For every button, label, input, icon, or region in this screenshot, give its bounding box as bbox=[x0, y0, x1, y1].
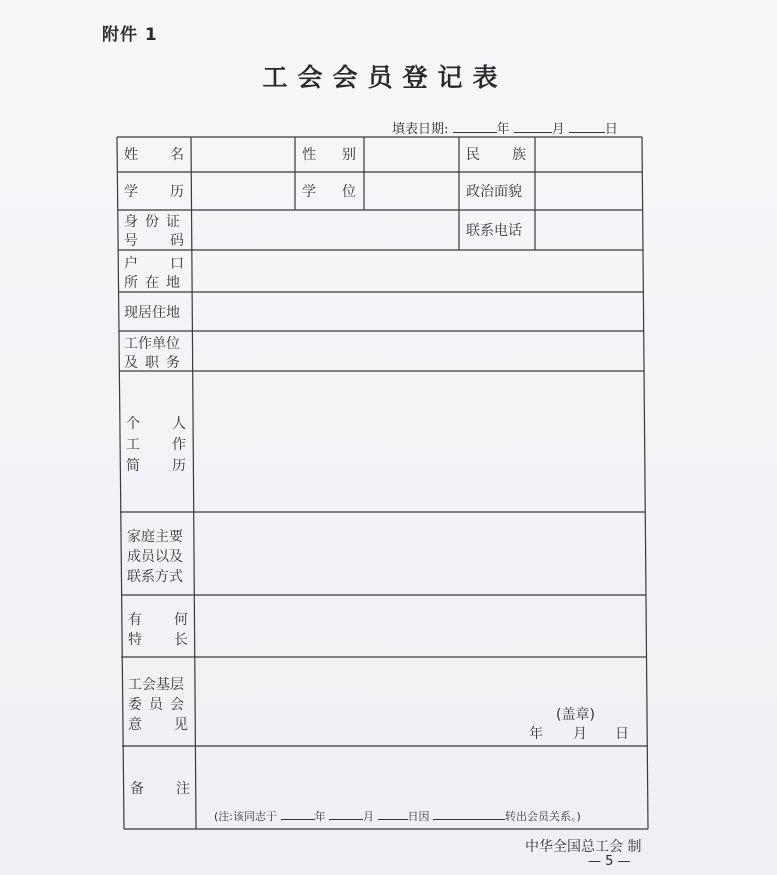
skills-label-line2: 特 长 bbox=[128, 632, 188, 648]
transfer-note-day: 日因 bbox=[407, 810, 430, 823]
committee-date-day: 日 bbox=[615, 726, 629, 742]
committee-seal: (盖章) bbox=[556, 707, 595, 723]
fill-date-label: 填表日期: bbox=[392, 122, 449, 137]
remarks-label: 备 注 bbox=[130, 781, 190, 797]
transfer-note-suffix: 转出会员关系。) bbox=[505, 810, 581, 823]
ethnicity-label: 民 族 bbox=[466, 147, 526, 163]
committee-label-line3: 意 见 bbox=[128, 717, 188, 733]
skills-label-line1: 有 何 bbox=[128, 612, 188, 628]
committee-label-line2: 委员会 bbox=[128, 697, 191, 713]
page-title: 工会会员登记表 bbox=[262, 63, 508, 92]
gender-label: 性 别 bbox=[302, 147, 356, 163]
transfer-note bbox=[214, 808, 581, 824]
household-input[interactable] bbox=[198, 253, 642, 291]
family-label-line1: 家庭主要 bbox=[127, 529, 183, 545]
transfer-note-prefix: (注:该同志于 bbox=[214, 810, 277, 823]
committee-date-year: 年 bbox=[529, 726, 543, 742]
committee-label-line1: 工会基层 bbox=[128, 677, 184, 693]
resume-label-line2: 工 作 bbox=[126, 437, 186, 453]
education-input[interactable] bbox=[196, 175, 296, 209]
name-input[interactable] bbox=[196, 140, 296, 172]
workplace-label-line2: 及职务 bbox=[124, 355, 187, 371]
resume-label-line1: 个 人 bbox=[126, 416, 186, 432]
phone-input[interactable] bbox=[538, 213, 642, 249]
transfer-note-year: 年 bbox=[314, 810, 326, 823]
degree-label: 学 位 bbox=[302, 184, 356, 200]
family-label-line2: 成员以及 bbox=[127, 549, 183, 565]
fill-date-month-label: 月 bbox=[551, 122, 565, 137]
gender-input[interactable] bbox=[367, 140, 460, 172]
residence-input[interactable] bbox=[198, 295, 642, 330]
workplace-input[interactable] bbox=[198, 334, 643, 370]
household-label-line2: 所在地 bbox=[124, 275, 187, 291]
name-label: 姓 名 bbox=[124, 147, 184, 163]
political-status-label: 政治面貌 bbox=[466, 184, 522, 200]
family-label-line3: 联系方式 bbox=[127, 569, 183, 585]
family-textarea[interactable] bbox=[200, 515, 644, 595]
skills-textarea[interactable] bbox=[200, 598, 645, 658]
transfer-year-blank[interactable] bbox=[281, 809, 315, 820]
resume-label-line3: 简 历 bbox=[126, 458, 186, 474]
id-card-label-line1: 身份证 bbox=[124, 214, 187, 230]
fill-date-day-label: 日 bbox=[604, 122, 618, 137]
education-label: 学 历 bbox=[124, 184, 184, 200]
transfer-reason-blank[interactable] bbox=[433, 809, 505, 820]
committee-date bbox=[529, 725, 629, 743]
workplace-label-line1: 工作单位 bbox=[124, 336, 180, 352]
id-card-label-line2: 号 码 bbox=[124, 233, 184, 249]
political-status-input[interactable] bbox=[538, 175, 642, 209]
table-left-border bbox=[117, 137, 124, 829]
attachment-label: 附件 1 bbox=[102, 25, 158, 45]
transfer-day-blank[interactable] bbox=[378, 809, 408, 820]
resume-textarea[interactable] bbox=[199, 374, 643, 512]
footer-org: 中华全国总工会 制 bbox=[525, 839, 642, 855]
fill-date-year-label: 年 bbox=[496, 122, 510, 137]
transfer-month-blank[interactable] bbox=[329, 809, 363, 820]
transfer-note-month: 月 bbox=[363, 810, 374, 823]
id-number-input[interactable] bbox=[197, 213, 459, 249]
page-number: — 5 — bbox=[588, 854, 631, 869]
household-label-line1: 户 口 bbox=[124, 256, 184, 272]
ethnicity-input[interactable] bbox=[538, 140, 642, 172]
degree-input[interactable] bbox=[367, 175, 460, 209]
phone-label: 联系电话 bbox=[466, 223, 522, 239]
committee-date-month: 月 bbox=[573, 726, 587, 742]
residence-label: 现居住地 bbox=[124, 305, 180, 321]
